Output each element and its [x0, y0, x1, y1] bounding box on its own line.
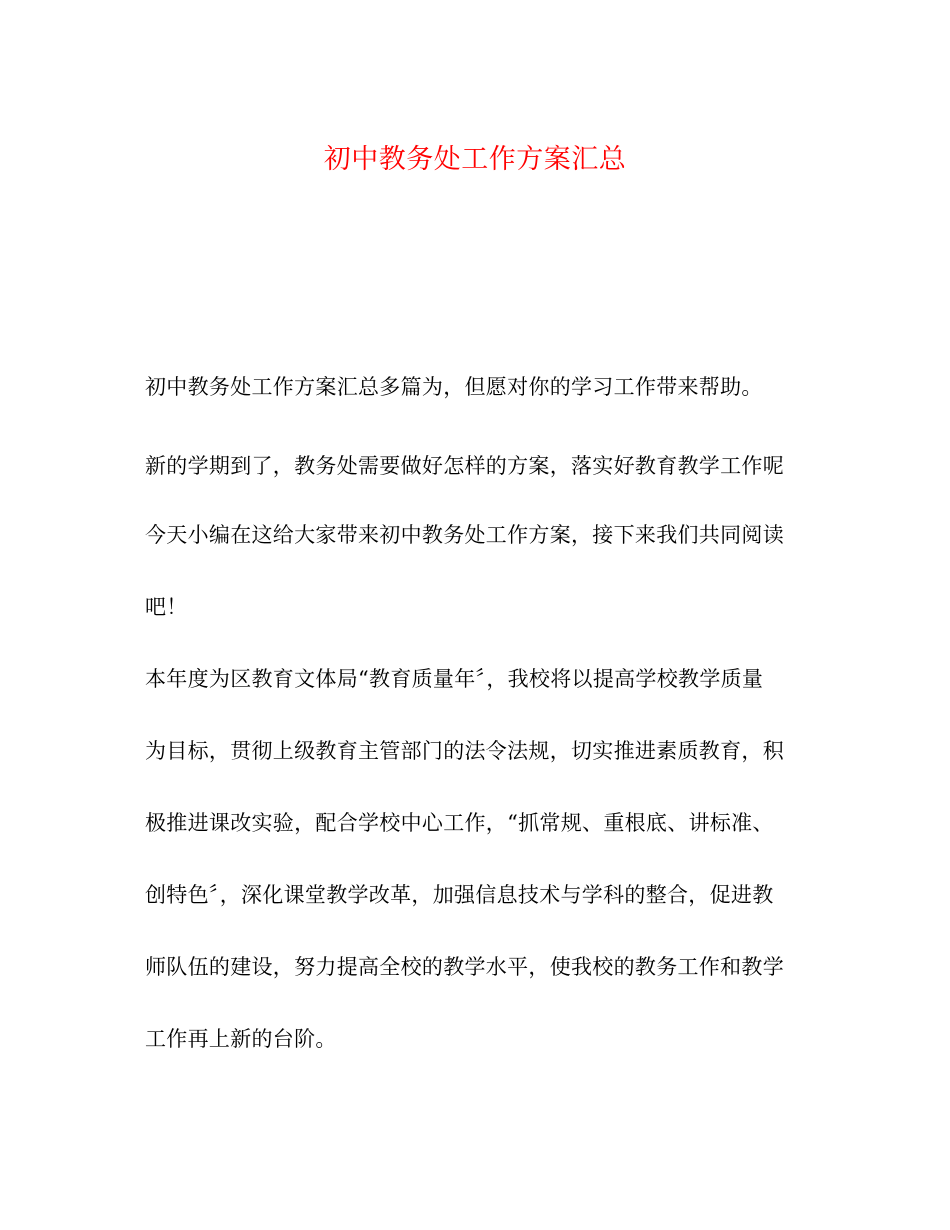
body-line: 新的学期到了，教务处需要做好怎样的方案，落实好教育教学工作呢 [145, 454, 784, 478]
body-line: 工作再上新的台阶。 [145, 1027, 337, 1051]
body-line: 本年度为区教育文体局“教育质量年〞，我校将以提高学校教学质量 [145, 667, 764, 691]
body-line: 极推进课改实验，配合学校中心工作，“抓常规、重根底、讲标准、 [145, 811, 774, 835]
body-line: 师队伍的建设，努力提高全校的教学水平，使我校的教务工作和教学 [145, 955, 784, 979]
body-line-intro: 初中教务处工作方案汇总多篇为，但愿对你的学习工作带来帮助。 [145, 375, 763, 399]
body-line: 创特色〞，深化课堂教学改革，加强信息技术与学科的整合，促进教 [145, 883, 774, 907]
body-line: 为目标，贯彻上级教育主管部门的法令法规，切实推进素质教育，积 [145, 739, 784, 763]
document-title: 初中教务处工作方案汇总 [323, 144, 627, 175]
body-line: 今天小编在这给大家带来初中教务处工作方案，接下来我们共同阅读 [145, 523, 784, 547]
body-line: 吧！ [145, 595, 188, 619]
